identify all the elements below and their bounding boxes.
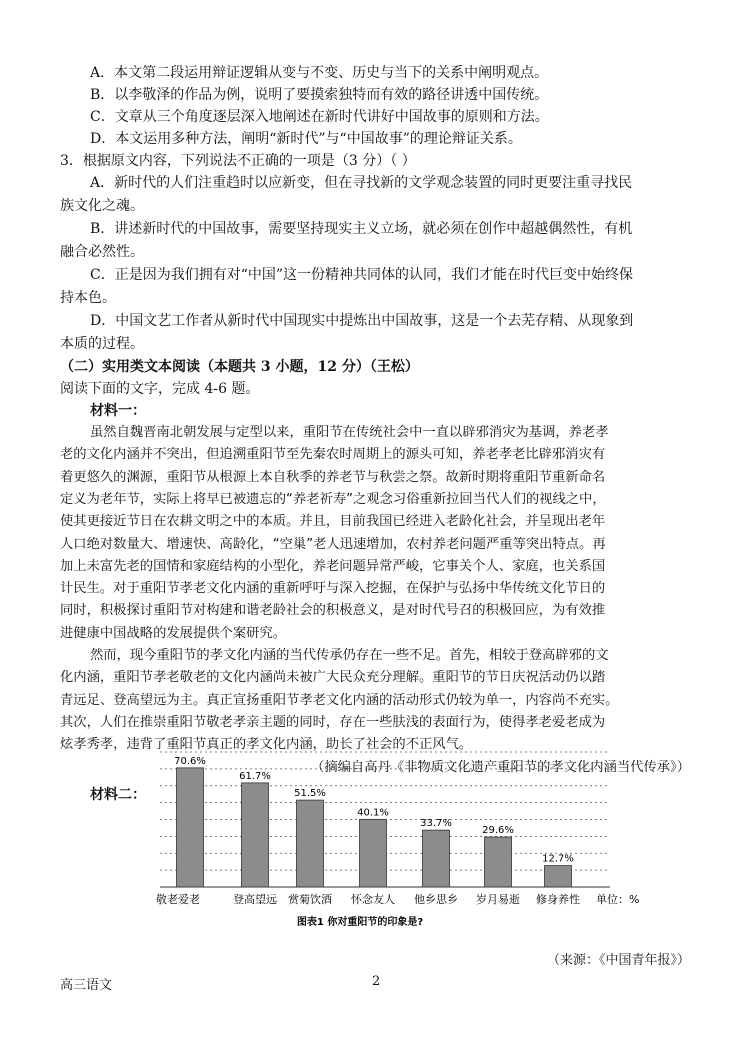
question-3-stem: 3．根据原文内容，下列说法不正确的一项是（3 分）（ ） bbox=[60, 153, 416, 169]
option-2c: C．文章从三个角度逐层深入地阐述在新时代讲好中国故事的原则和方法。 bbox=[90, 109, 549, 125]
bar-chart bbox=[150, 722, 660, 932]
material-1-line: 化内涵，重阳节孝老敬老的文化内涵尚未被广大民众充分理解。重阳节的节日庆祝活动仍以踏 bbox=[60, 670, 606, 686]
unit-label: 单位：% bbox=[596, 893, 640, 906]
material-1-line: 进健康中国战略的发展提供个案研究。 bbox=[60, 625, 287, 641]
material-1-line: 同时，积极探讨重阳节对构建和谐老龄社会的积极意义，是对时代号召的积极回应，为有效推 bbox=[60, 603, 606, 619]
option-3d-line2: 本质的过程。 bbox=[60, 336, 144, 352]
page-number: 2 bbox=[372, 974, 381, 989]
material-1-line: 老的文化内涵并不突出，但追溯重阳节至先秦农时周期上的源头可知，养老孝老比辟邪消灾有 bbox=[60, 447, 606, 463]
bar bbox=[423, 830, 450, 887]
option-3a-line1: A．新时代的人们注重趋时以应新变，但在寻找新的文学观念装置的同时更要注重寻找民 bbox=[90, 175, 633, 191]
category-label: 修身养性 bbox=[536, 893, 580, 906]
category-label: 怀念友人 bbox=[351, 893, 395, 906]
category-label: 登高望远 bbox=[233, 893, 277, 906]
option-3d-line1: D．中国文艺工作者从新时代中国现实中提炼出中国故事，这是一个去芜存精、从现象到 bbox=[90, 313, 634, 329]
category-label: 他乡思乡 bbox=[414, 893, 458, 906]
option-3c-line2: 持本色。 bbox=[60, 290, 116, 306]
chart-caption: 图表1 你对重阳节的印象是? bbox=[296, 917, 424, 928]
material-1-label: 材料一： bbox=[90, 403, 146, 419]
bar-value-label: 61.7% bbox=[239, 770, 271, 782]
material-1-line: 其次，人们在推崇重阳节敬老孝亲主题的同时，存在一些肤浅的表面行为，使得孝老爱老成为 bbox=[60, 714, 606, 730]
bar bbox=[297, 800, 324, 887]
material-1-line: 着更悠久的渊源，重阳节从根源上本自秋季的养老节与秋尝之祭。故新时期将重阳节重新命名 bbox=[60, 469, 606, 485]
bar bbox=[242, 783, 269, 887]
material-1-line: 加上未富先老的国情和家庭结构的小型化，养老问题异常严峻，它事关个人、家庭，也关系国 bbox=[60, 558, 606, 574]
option-2b: B．以李敬泽的作品为例，说明了要摸索独特而有效的路径讲透中国传统。 bbox=[90, 87, 549, 103]
option-3c-line1: C．正是因为我们拥有对“中国”这一份精神共同体的认同，我们才能在时代巨变中始终保 bbox=[90, 267, 634, 283]
material-1-line: 炫孝秀孝，违背了重阳节真正的孝文化内涵，助长了社会的不正风气。 bbox=[60, 737, 473, 753]
category-label: 敬老爱老 bbox=[156, 893, 200, 906]
material-2-label: 材料二： bbox=[90, 787, 146, 803]
bar bbox=[545, 866, 572, 887]
option-3b-line1: B．讲述新时代的中国故事，需要坚持现实主义立场，就必须在创作中超越偶然性，有机 bbox=[90, 221, 633, 237]
material-1-line: 虽然自魏晋南北朝发展与定型以来，重阳节在传统社会中一直以辟邪消灾为基调，养老孝 bbox=[90, 425, 609, 440]
bar-value-label: 51.5% bbox=[294, 788, 326, 800]
section-2-heading: （二）实用类文本阅读（本题共 3 小题，12 分）（王松） bbox=[60, 359, 419, 375]
category-label: 岁月易逝 bbox=[476, 893, 520, 906]
material-1-line: 人口绝对数量大、增速快、高龄化，“空巢”老人迅速增加，农村养老问题严重等突出特点。再 bbox=[60, 536, 606, 552]
bar-value-label: 29.6% bbox=[482, 825, 514, 837]
bar-value-label: 40.1% bbox=[357, 807, 389, 819]
chart-source: （来源：《中国青年报》） bbox=[546, 953, 690, 968]
section-2-instruction: 阅读下面的文字，完成 4-6 题。 bbox=[60, 381, 260, 397]
material-1-line: 然而，现今重阳节的孝文化内涵的当代传承仍存在一些不足。首先，相较于登高辟邪的文 bbox=[90, 648, 609, 663]
material-1-line: 计民生。对于重阳节孝老文化内涵的重新呼吁与深入挖掘，在保护与弘扬中华传统文化节日的 bbox=[60, 581, 606, 597]
material-1-line: 青远足、登高望远为主。真正宣扬重阳节孝老文化内涵的活动形式仍较为单一，内容尚不充实。 bbox=[60, 692, 619, 708]
bar bbox=[360, 819, 387, 887]
footer-subject: 高三语文 bbox=[60, 978, 113, 993]
option-3b-line2: 融合必然性。 bbox=[60, 244, 144, 260]
bar-value-label: 33.7% bbox=[420, 818, 452, 830]
category-label: 赏菊饮酒 bbox=[288, 893, 332, 906]
material-1-line: 使其更接近节日在农耕文明之中的本质。并且，目前我国已经进入老龄化社会，并呈现出老年 bbox=[60, 514, 606, 530]
material-1-source: （摘编自高丹《非物质文化遗产重阳节的孝文化内涵当代传承》） bbox=[311, 760, 690, 775]
material-1-line: 定义为老年节，实际上将早已被遗忘的“养老祈寿”之观念习俗重新拉回当代人们的视线之中， bbox=[60, 491, 606, 507]
bar-value-label: 70.6% bbox=[174, 755, 206, 767]
option-3a-line2: 族文化之魂。 bbox=[60, 198, 144, 214]
bar bbox=[177, 768, 204, 887]
option-2d: D．本文运用多种方法，阐明“新时代”与“中国故事”的理论辩证关系。 bbox=[90, 131, 522, 147]
bar bbox=[485, 837, 512, 887]
option-2a: A．本文第二段运用辩证逻辑从变与不变、历史与当下的关系中阐明观点。 bbox=[90, 65, 549, 81]
bar-value-label: 12.7% bbox=[542, 853, 574, 865]
